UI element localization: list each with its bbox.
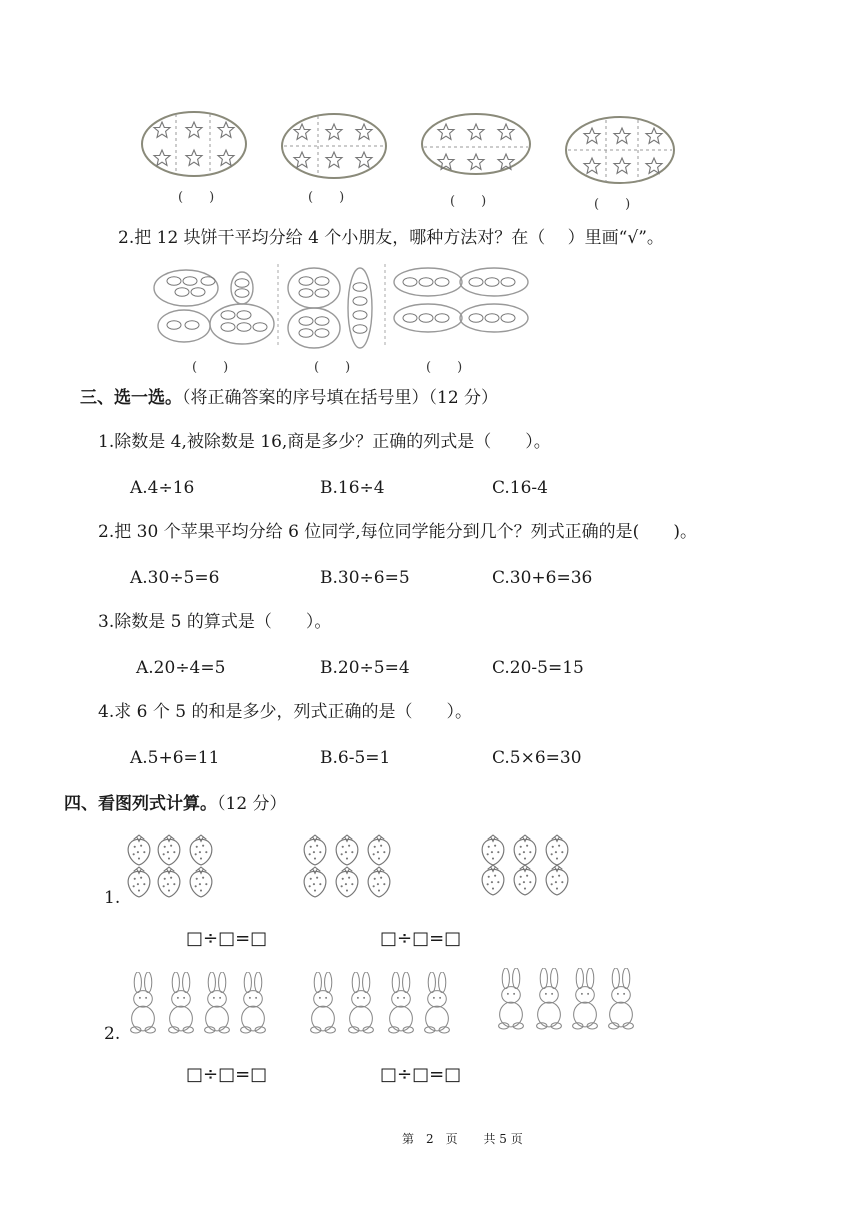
option-c[interactable]: C.16-4 <box>492 478 548 498</box>
section-4-note: （12 分） <box>217 794 287 814</box>
option-a[interactable]: A.4÷16 <box>130 478 195 498</box>
option-b[interactable]: B.20÷5=4 <box>320 658 410 678</box>
option-c[interactable]: C.5×6=30 <box>492 748 582 768</box>
cookie-method-1 <box>154 270 274 344</box>
strawberry-group-2 <box>304 835 390 897</box>
equation-blank[interactable]: □÷□=□ <box>186 928 268 949</box>
question-3-1: 1.除数是 4,被除数是 16,商是多少？正确的列式是（ ）。 <box>98 432 551 452</box>
rabbit-group-3 <box>499 968 634 1029</box>
star-oval-2 <box>282 114 386 178</box>
option-c[interactable]: C.20-5=15 <box>492 658 584 678</box>
page-number: 第 2 页 <box>402 1132 458 1146</box>
question-3-3: 3.除数是 5 的算式是（ ）。 <box>98 612 332 632</box>
answer-paren[interactable]: ( ) <box>178 190 215 205</box>
answer-paren[interactable]: ( ) <box>450 194 487 209</box>
section-4-title: 四、看图列式计算。 <box>64 794 217 814</box>
option-a[interactable]: A.30÷5=6 <box>130 568 220 588</box>
rabbit-group-2 <box>311 972 450 1033</box>
answer-paren[interactable]: ( ) <box>314 360 351 375</box>
page-footer <box>402 1130 523 1147</box>
strawberry-group-1 <box>128 835 212 897</box>
star-oval-4 <box>566 117 674 183</box>
equation-blank[interactable]: □÷□=□ <box>380 1064 462 1085</box>
rabbit-figures <box>0 966 860 1036</box>
section-3-title: 三、选一选。 <box>80 388 182 408</box>
equation-blank[interactable]: □÷□=□ <box>186 1064 268 1085</box>
star-oval-3 <box>422 114 530 174</box>
cookie-method-2 <box>288 268 372 348</box>
question-3-4: 4.求 6 个 5 的和是多少，列式正确的是（ ）。 <box>98 702 472 722</box>
item-number: 1. <box>104 888 121 908</box>
option-b[interactable]: B.16÷4 <box>320 478 385 498</box>
star-oval-figures <box>0 0 860 200</box>
star-oval-1 <box>142 112 246 176</box>
option-b[interactable]: B.30÷6=5 <box>320 568 410 588</box>
answer-paren[interactable]: ( ) <box>594 197 631 212</box>
option-c[interactable]: C.30+6=36 <box>492 568 593 588</box>
page-total: 共 5 页 <box>483 1132 523 1146</box>
item-number: 2. <box>104 1024 121 1044</box>
section-4-heading <box>64 796 287 813</box>
option-a[interactable]: A.20÷4=5 <box>136 658 226 678</box>
section-3-note: （将正确答案的序号填在括号里）（12 分） <box>182 388 499 408</box>
section-3-heading <box>80 390 498 407</box>
question-3-2: 2.把 30 个苹果平均分给 6 位同学,每位同学能分到几个？列式正确的是( )。 <box>98 522 697 542</box>
cookie-method-3 <box>394 268 528 332</box>
option-a[interactable]: A.5+6=11 <box>130 748 220 768</box>
answer-paren[interactable]: ( ) <box>426 360 463 375</box>
strawberry-figures <box>0 832 860 912</box>
rabbit-group-1 <box>131 972 266 1033</box>
answer-paren[interactable]: ( ) <box>308 190 345 205</box>
equation-blank[interactable]: □÷□=□ <box>380 928 462 949</box>
answer-paren[interactable]: ( ) <box>192 360 229 375</box>
question-2-2: 2.把 12 块饼干平均分给 4 个小朋友，哪种方法对？在（ ）里画“√”。 <box>118 228 664 248</box>
strawberry-group-3 <box>482 835 568 895</box>
option-b[interactable]: B.6-5=1 <box>320 748 391 768</box>
